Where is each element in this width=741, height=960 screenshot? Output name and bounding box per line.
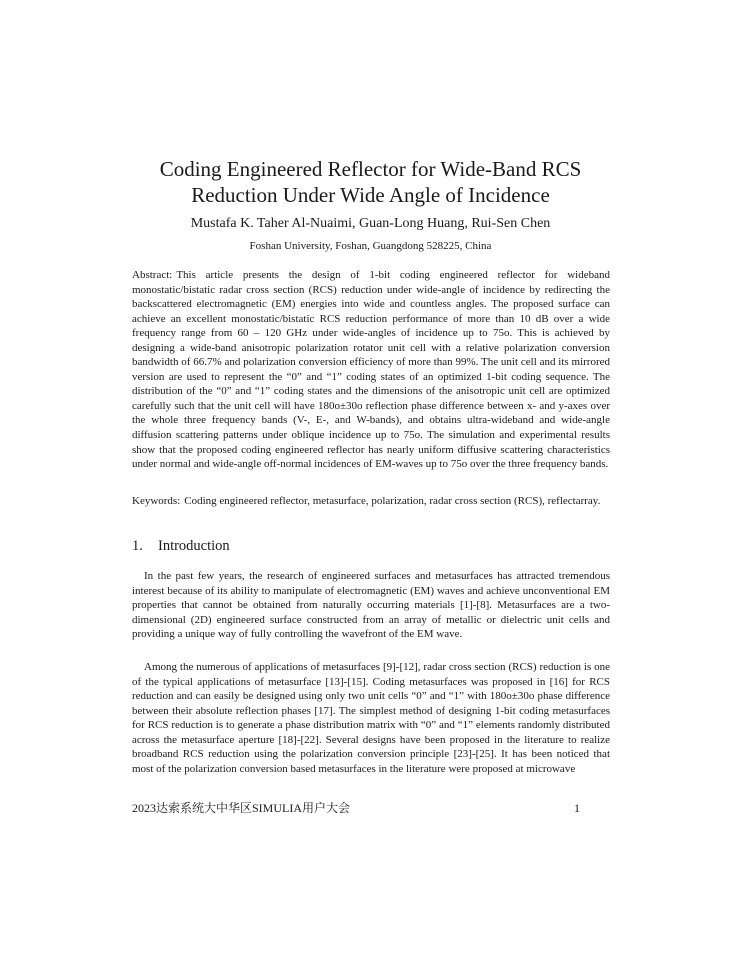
paper-title: [60, 156, 681, 208]
title-line-2: Reduction Under Wide Angle of Incidence: [191, 183, 550, 207]
section-heading: [132, 537, 230, 555]
page-number: 1: [574, 801, 580, 815]
intro-paragraph-2: Among the numerous of applications of metasurfaces [9]-[12], radar cross section (RCS) reduction is one of the typical applications of metasurface [13]-[15]. Coding metasurfaces was proposed in [16] for RCS reduction and can easily be designed using only two unit cells “0” and “1” with 180o±30o phase difference between their absolute reflection phases [17]. The simplest method of designing 1-bit coding metasurfaces for RCS reduction is to generate a phase distribution matrix with “0” and “1” elements randomly distributed across the metasurface aperture [18]-[22]. Several designs have been proposed in the literature to realize broadband RCS reduction using the polarization conversion principle [23]-[25]. It has been noticed that most of the polarization conversion based metasurfaces in the literature were proposed at microwave: [132, 661, 610, 775]
keywords-text: Coding engineered reflector, metasurface, polarization, radar cross section (RCS), reflectarray.: [184, 495, 601, 507]
abstract-label: Abstract:: [132, 269, 173, 281]
author-list: Mustafa K. Taher Al-Nuaimi, Guan-Long Huang, Rui-Sen Chen: [190, 216, 551, 231]
affiliation: Foshan University, Foshan, Guangdong 528225, China: [249, 240, 492, 252]
keywords-label: Keywords:: [132, 495, 181, 507]
footer-conference: 2023达索系统大中华区SIMULIA用户大会: [132, 801, 350, 815]
keywords: [132, 494, 610, 509]
abstract-text: This article presents the design of 1-bit coding engineered reflector for wideband monostatic/bistatic radar cross section (RCS) reduction under wide-angle of incidence by redirecting the backscattered electromagnetic (EM) energies into wide and countless angles. The proposed surface can achieve an excellent monostatic/bistatic RCS reduction performance of more than 10 dB over a wide frequency range from 60 – 120 GHz under wide-angles of incidence up to 75o. This is achieved by designing a wide-band anisotropic polarization rotator unit cell with a relative polarization conversion bandwidth of 66.7% and polarization conversion efficiency of more than 99%. The unit cell and its mirrored version are used to represent the “0” and “1” coding states of an optimized 1-bit coding sequence. The distribution of the “0” and “1” coding states and the dimensions of the anisotropic unit cell are optimized carefully such that the unit cell will have 180o±30o reflection phase difference between x- and y-axes over the whole three frequency bands (V-, E-, and W-bands), and obtains ultra-wideband and wide-angle diffusion scattering patterns under oblique incidence up to 75o. The simulation and experimental results show that the proposed coding engineered reflector has nearly uniform diffusive scattering characteristics under normal and wide-angle off-normal incidences of EM-waves up to 75o over the three frequency bands.: [132, 269, 610, 471]
title-line-1: Coding Engineered Reflector for Wide-Band RCS: [159, 157, 582, 181]
intro-paragraph-1: In the past few years, the research of engineered surfaces and metasurfaces has attracted tremendous interest because of its ability to manipulate of electromagnetic (EM) waves and achieve unconventional EM properties that cannot be obtained from naturally occurring materials [1]-[8]. Metasurfaces are a two-dimensional (2D) engineered surface constructed from an array of metallic or dielectric unit cells and providing a unique way of fully controlling the wavefront of the EM wave.: [132, 570, 610, 641]
section-number: 1.: [132, 538, 143, 554]
section-title: Introduction: [158, 538, 230, 554]
abstract: [132, 268, 610, 472]
